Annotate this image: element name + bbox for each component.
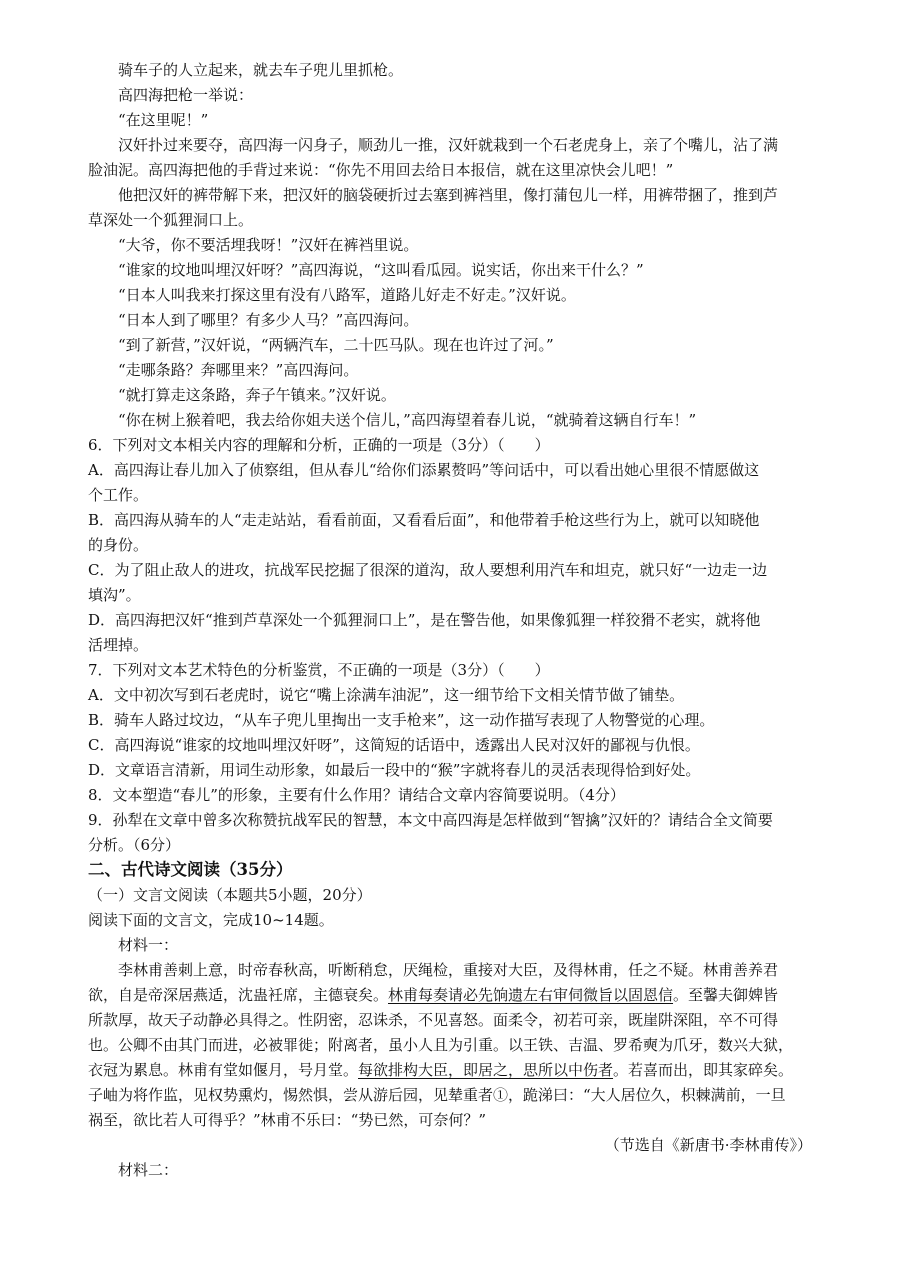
question-6-option-b-cont: 的身份。 (88, 536, 149, 554)
question-7-option-d: D．文章语言清新，用词生动形象，如最后一段中的“猴”字就将春儿的灵活表现得恰到好处。 (88, 761, 701, 779)
story-line: 草深处一个狐狸洞口上。 (88, 211, 254, 229)
question-6-option-a-cont: 个工作。 (88, 486, 149, 504)
classical-text-line: 也。公卿不由其门而进，必被罪徙；附离者，虽小人且为引重。以王铁、吉温、罗希奭为爪牙，数兴大狱， (88, 1036, 794, 1054)
story-line: “谁家的坟地叫埋汉奸呀？”高四海说，“这叫看瓜园。说实话，你出来干什么？” (118, 261, 644, 279)
question-7-option-b: B．骑车人路过坟边，“从车子兜儿里掏出一支手枪来”，这一动作描写表现了人物警觉的心理。 (88, 711, 715, 729)
classical-text-line: 祸至，欲比若人可得乎？”林甫不乐曰：“势已然，可奈何？” (88, 1111, 487, 1129)
story-line: 汉奸扑过来要夺，高四海一闪身子，顺劲儿一推，汉奸就栽到一个石老虎身上，亲了个嘴儿，沾了满 (118, 136, 779, 154)
subsection-heading: （一）文言文阅读（本题共5小题，20分） (88, 886, 372, 904)
text-span: 。若喜而出，即其家碎矣。 (613, 1061, 794, 1079)
story-line: “日本人到了哪里？有多少人马？”高四海问。 (118, 311, 419, 329)
instruction: 阅读下面的文言文，完成10~14题。 (88, 911, 334, 929)
question-6-option-a: A．高四海让春儿加入了侦察组，但从春儿“给你们添累赘吗”等问话中，可以看出她心里很不情愿做这 (88, 461, 760, 479)
material-1-label: 材料一： (118, 936, 179, 954)
classical-text-line: 所款厚，故天子动静必具得之。性阴密，忍诛杀，不见喜怒。面柔令，初若可亲，既崖阱深阻，卒不可得 (88, 1011, 779, 1029)
question-6-option-c-cont: 填沟”。 (88, 586, 141, 604)
story-line: 脸油泥。高四海把他的手背过来说：“你先不用回去给日本报信，就在这里凉快会儿吧！” (88, 161, 674, 179)
story-line: “就打算走这条路，奔子午镇来。”汉奸说。 (118, 386, 396, 404)
source-citation: （节选自《新唐书·李林甫传》） (604, 1136, 812, 1154)
question-9-cont: 分析。（6分） (88, 836, 181, 854)
story-line: 他把汉奸的裤带解下来，把汉奸的脑袋硬折过去塞到裤裆里，像打蒲包儿一样，用裤带捆了，推到芦 (118, 186, 779, 204)
question-7-option-a: A．文中初次写到石老虎时，说它“嘴上涂满车油泥”，这一细节给下文相关情节做了铺垫。 (88, 686, 685, 704)
question-6-option-d-cont: 活埋掉。 (88, 636, 149, 654)
question-6-stem: 6．下列对文本相关内容的理解和分析，正确的一项是（3分）（ ） (88, 436, 550, 454)
section-heading: 二、古代诗文阅读（35分） (88, 860, 293, 879)
material-2-label: 材料二： (118, 1161, 179, 1179)
question-6-option-b: B．高四海从骑车的人“走走站站，看看前面，又看看后面”，和他带着手枪这些行为上，就可以知晓他 (88, 511, 760, 529)
story-line: “日本人叫我来打探这里有没有八路军，道路儿好走不好走。”汉奸说。 (118, 286, 576, 304)
story-line: “在这里呢！” (118, 111, 209, 129)
story-line: “到了新营，”汉奸说，“两辆汽车，二十匹马队。现在也许过了河。” (118, 336, 554, 354)
story-line: “大爷，你不要活埋我呀！”汉奸在裤裆里说。 (118, 236, 419, 254)
question-9: 9．孙犁在文章中曾多次称赞抗战军民的智慧，本文中高四海是怎样做到“智擒”汉奸的？请结合全文简要 (88, 811, 773, 829)
story-line: 高四海把枪一举说： (118, 86, 254, 104)
story-line: 骑车子的人立起来，就去车子兜儿里抓枪。 (118, 61, 404, 79)
question-7-stem: 7．下列对文本艺术特色的分析鉴赏，不正确的一项是（3分）（ ） (88, 661, 550, 679)
story-line: “你在树上猴着吧，我去给你姐夫送个信儿，”高四海望着春儿说，“就骑着这辆自行车！” (118, 411, 697, 429)
underlined-sentence: 林甫每奏请必先饷遗左右审伺微旨以固恩信 (388, 986, 674, 1004)
classical-text-line: 李林甫善刺上意，时帝春秋高，听断稍怠，厌绳检，重接对大臣，及得林甫，任之不疑。林甫善养君 (118, 961, 779, 979)
question-7-option-c: C．高四海说“谁家的坟地叫埋汉奸呀”，这简短的话语中，透露出人民对汉奸的鄙视与仇恨。 (88, 736, 700, 754)
text-span: 衣冠为累息。林甫有堂如偃月，号月堂。 (88, 1061, 359, 1079)
question-8: 8．文本塑造“春儿”的形象，主要有什么作用？请结合文章内容简要说明。（4分） (88, 786, 625, 804)
classical-text-line: 子岫为将作监，见权势熏灼，惕然惧，尝从游后园，见辇重者①，跪涕曰：“大人居位久，枳棘满前，一旦 (88, 1086, 786, 1104)
story-line: “走哪条路？奔哪里来？”高四海问。 (118, 361, 359, 379)
question-6-option-c: C．为了阻止敌人的进攻，抗战军民挖掘了很深的道沟，敌人要想利用汽车和坦克，就只好“一边走一边 (88, 561, 768, 579)
text-span: 。至馨夫御婢皆 (673, 986, 779, 1004)
classical-text-line (88, 1060, 812, 1080)
underlined-sentence: 每欲排构大臣，即居之，思所以中伤者 (358, 1061, 614, 1079)
text-span: 欲，自是帝深居燕适，沈蛊衽席，主德衰矣。 (88, 986, 389, 1004)
classical-text-line (88, 985, 812, 1005)
question-6-option-d: D．高四海把汉奸“推到芦草深处一个狐狸洞口上”，是在警告他，如果像狐狸一样狡猾不老实，就将他 (88, 611, 761, 629)
